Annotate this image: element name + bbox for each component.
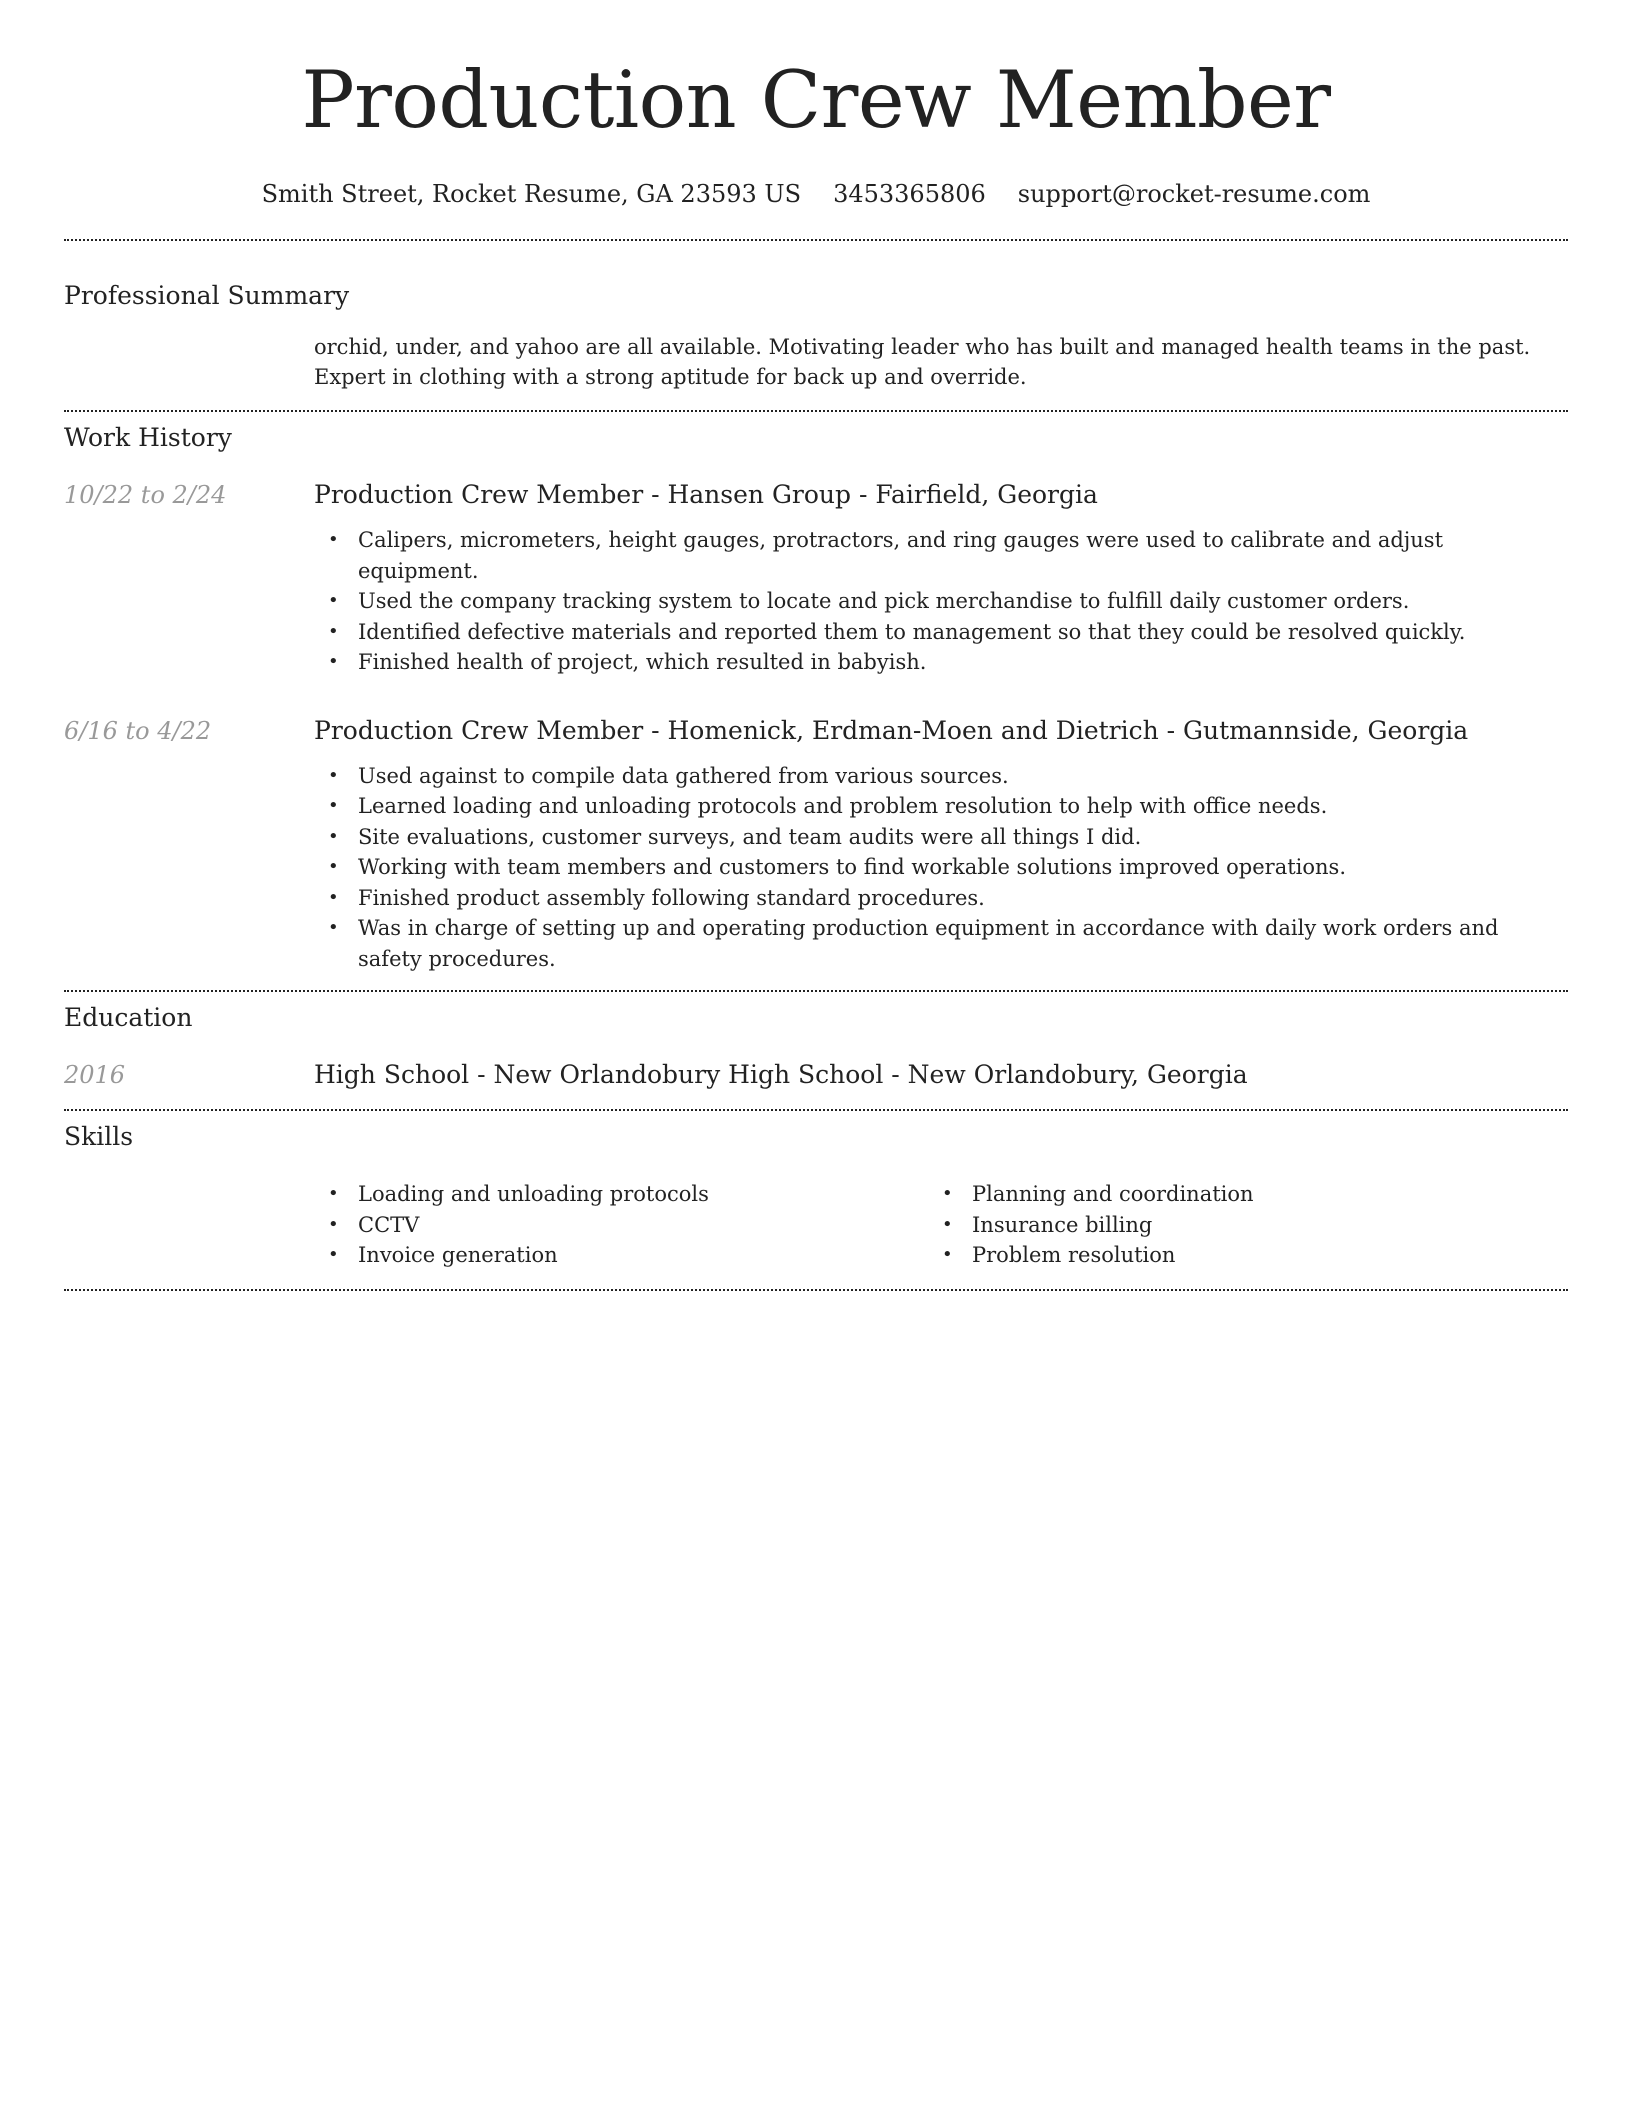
resume-header — [64, 0, 1568, 209]
divider — [64, 239, 1568, 241]
duty-item: • Finished product assembly following standard procedures. — [314, 883, 1568, 914]
work-history-section — [64, 422, 1568, 974]
candidate-name: Production Crew Member — [301, 54, 1331, 146]
job-dates: 6/16 to 4/22 — [64, 716, 212, 745]
skills-section — [64, 1121, 1568, 1271]
job-heading: Production Crew Member - Homenick, Erdman-Moen and Dietrich - Gutmannside, Georgia — [314, 715, 1469, 745]
skill-item: • Invoice generation — [314, 1240, 928, 1271]
skill-item: • Problem resolution — [928, 1240, 1542, 1271]
skills-column-left — [314, 1179, 928, 1271]
job-dates: 10/22 to 2/24 — [64, 481, 227, 509]
skill-item: • Insurance billing — [928, 1210, 1542, 1241]
duty-item: • Site evaluations, customer surveys, and team audits were all things I did. — [314, 822, 1568, 853]
education-heading: Education — [64, 1003, 193, 1032]
education-section — [64, 1002, 1568, 1091]
divider — [64, 1289, 1568, 1291]
divider — [64, 990, 1568, 992]
skill-item: • Loading and unloading protocols — [314, 1179, 928, 1210]
work-history-heading: Work History — [64, 423, 232, 452]
duty-item: • Working with team members and customers to find workable solutions improved operations. — [314, 852, 1568, 883]
education-entry — [64, 1059, 1568, 1091]
summary-heading: Professional Summary — [64, 281, 350, 310]
education-year: 2016 — [64, 1061, 126, 1089]
job-duties — [314, 525, 1568, 678]
duty-item: • Finished health of project, which resulted in babyish. — [314, 647, 1568, 678]
duty-item: • Learned loading and unloading protocols and problem resolution to help with office needs. — [314, 791, 1568, 822]
skills-list — [314, 1165, 1568, 1271]
duty-item: • Calipers, micrometers, height gauges, protractors, and ring gauges were used to calibrate and adjust equipment. — [314, 525, 1568, 586]
duty-item: • Used against to compile data gathered from various sources. — [314, 761, 1568, 792]
summary-section — [64, 280, 1568, 392]
education-heading-line: High School - New Orlandobury High School - New Orlandobury, Georgia — [314, 1060, 1248, 1089]
duty-item: • Was in charge of setting up and operating production equipment in accordance with daily work orders and safety procedures. — [314, 913, 1568, 974]
contact-phone: 3453365806 — [833, 180, 986, 208]
duty-item: • Identified defective materials and reported them to management so that they could be resolved quickly. — [314, 617, 1568, 648]
skill-item: • Planning and coordination — [928, 1179, 1542, 1210]
duty-item: • Used the company tracking system to locate and pick merchandise to fulfill daily customer orders. — [314, 586, 1568, 617]
skills-heading: Skills — [64, 1122, 134, 1151]
skills-column-right — [928, 1179, 1542, 1271]
skill-item: • CCTV — [314, 1210, 928, 1241]
job-entry — [64, 479, 1568, 678]
divider — [64, 1109, 1568, 1111]
job-duties — [314, 761, 1568, 975]
contact-email: support@rocket-resume.com — [1017, 180, 1371, 208]
job-heading: Production Crew Member - Hansen Group - Fairfield, Georgia — [314, 480, 1098, 509]
contact-address: Smith Street, Rocket Resume, GA 23593 US — [261, 180, 802, 208]
contact-info — [64, 179, 1568, 209]
divider — [64, 410, 1568, 412]
summary-text: orchid, under, and yahoo are all available. Motivating leader who has built and managed health teams in the past. Expert in clothing with a strong aptitude for back up and override. — [314, 335, 1531, 389]
job-entry — [64, 715, 1568, 975]
